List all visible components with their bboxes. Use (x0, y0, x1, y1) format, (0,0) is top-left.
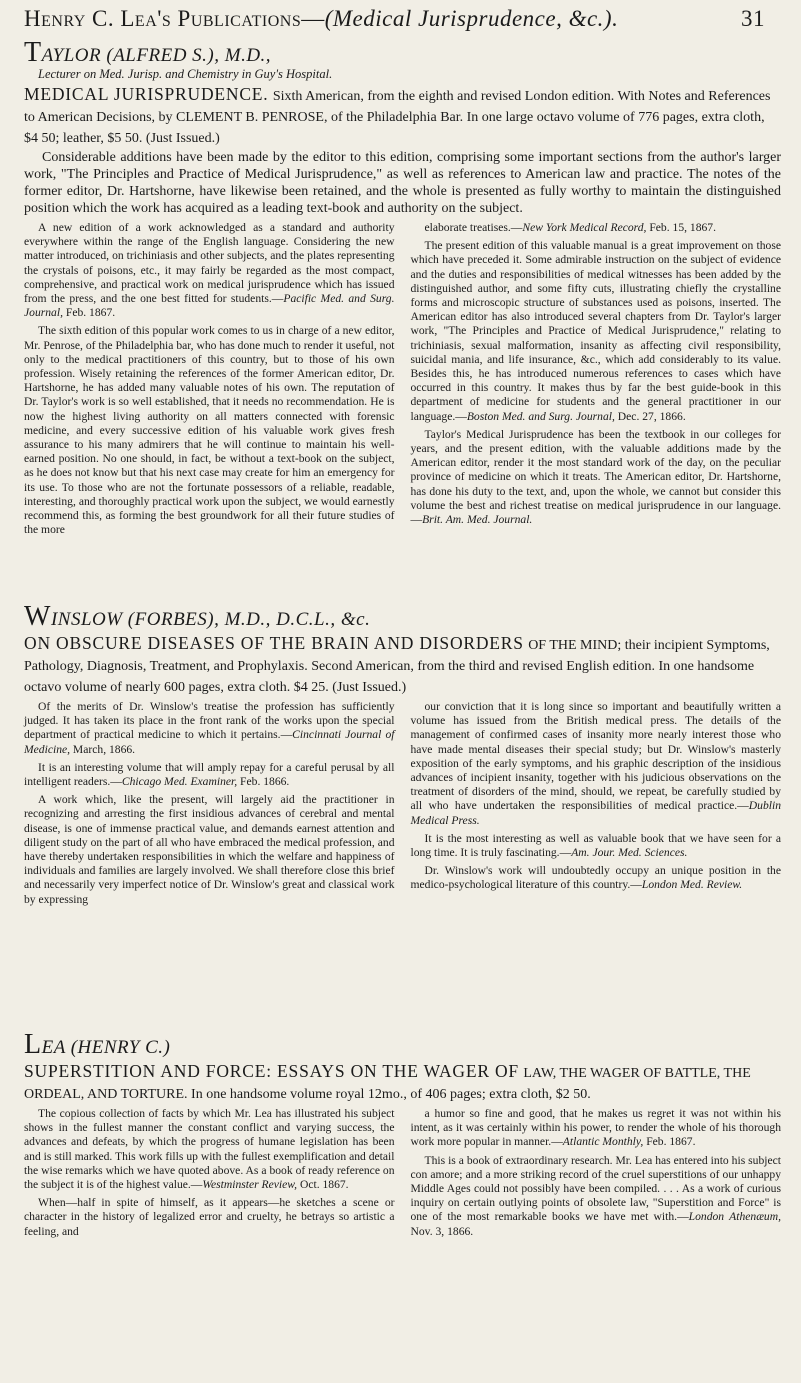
running-head-publisher: Henry C. Lea's Publications— (24, 6, 325, 31)
review-source: Westminster Review, (202, 1178, 298, 1192)
review-quote (411, 221, 782, 235)
review-date: Feb. 15, 1867. (646, 221, 716, 234)
book-title: SUPERSTITION AND FORCE: ESSAYS ON THE WAGER OF (24, 1061, 519, 1081)
author-initial: W (24, 601, 51, 632)
entry-title-line (24, 1061, 781, 1103)
review-text: The sixth edition of this popular work comes to us in charge of a new editor, Mr. Penrose, of the Philadelphia bar, who has done much to render it useful, not only to the medical practitioners of this country, but to those of his own profession. Wisely retaining the references of the former American editor, Dr. Hartshorne, he has added many valuable notes of his own. The reputation of Dr. Taylor's work is so well established, that it needs no recommendation. He is now the highest living authority on all matters connected with forensic medicine, and every successive edition of his valuable work gives fresh assurance to his many admirers that he will continue to maintain his well-earned position. No one should, in fact, be without a text-book on the subject, as he does not know but that his next case may create for him an emergency for its use. To those who are not the fortunate possessors of a reliable, readable, interesting, and thoroughly practical work upon the subject, we would earnestly recommend this, as forming the best groundwork for all their future studies of the more (24, 324, 395, 537)
review-column-right (411, 1107, 782, 1243)
entry-lead: Considerable additions have been made by the editor to this edition, comprising some important sections from the author's larger work, "The Principles and Practice of Medical Jurisprudence," as well as references to American law and practice. The notes of the former editor, Dr. Hartshorne, have likewise been retained, and the whole is presented as fully worthy to maintain the distinguished position which the work has acquired as a leading text-book and authority on the subject. (24, 150, 781, 216)
review-source: Brit. Am. Med. Journal. (422, 513, 533, 527)
review-date: Feb. 1867. (643, 1135, 696, 1149)
entry-taylor (24, 37, 781, 541)
review-text: Taylor's Medical Jurisprudence has been the textbook in our colleges for years, and the present edition, with the valuable additions made by the American editor, render it the most standard work of the day, on the peculiar province of medicine on which it treats. The American editor, Dr. Hartshorne, has done his duty to the text, and, upon the whole, we cannot but consider this volume the best and richest treatise on medical jurisprudence in our language.— (410, 427, 781, 527)
review-source: London Med. Review. (641, 878, 743, 892)
review-quote (411, 864, 782, 892)
review-source: Dublin Medical Press. (410, 799, 781, 827)
review-source: New York Medical Record, (522, 221, 647, 234)
entry-author (24, 601, 781, 632)
review-quote (24, 1196, 395, 1239)
review-date: Dec. 27, 1866. (614, 409, 686, 423)
page-number: 31 (741, 6, 765, 31)
book-description: Sixth American, from the eighth and revised London edition. With Notes and References to American Decisions, by CLEMENT B. PENROSE, of the Philadelphia Bar. In one large octavo volume of 776 pages, extra cloth, $4 50; leather, $5 50. (Just Issued.) (24, 89, 771, 146)
review-columns (24, 700, 781, 911)
entry-winslow (24, 601, 781, 911)
book-title: MEDICAL JURISPRUDENCE. (24, 84, 269, 104)
running-head-subject: (Medical Jurisprudence, &c.). (324, 6, 619, 31)
review-columns (24, 1107, 781, 1243)
review-quote (24, 324, 395, 537)
author-initial: L (24, 1029, 42, 1060)
book-description: OF THE MIND; their incipient Symptoms, Pathology, Diagnosis, Treatment, and Prophylaxis. Second American, from the third and revised English edition. In one handsome octavo volume of nearly 600 pages, extra cloth. $4 25. (Just Issued.) (24, 638, 770, 695)
review-column-right (411, 221, 782, 541)
review-source: Am. Jour. Med. Sciences. (571, 846, 688, 860)
review-column-left (24, 1107, 395, 1243)
review-text: When—half in spite of himself, as it appears—he sketches a scene or character in the history of legalized error and cruelty, he betrays so artistic a feeling, and (24, 1196, 395, 1238)
entry-title-line (24, 84, 781, 147)
review-date: Nov. 3, 1866. (410, 1224, 474, 1238)
review-text: elaborate treatises.— (424, 221, 523, 234)
review-date: March, 1866. (70, 742, 136, 756)
review-quote (24, 700, 395, 757)
review-column-right (411, 700, 782, 911)
entry-author (24, 1029, 781, 1060)
review-text: Dr. Winslow's work will undoubtedly occupy an unique position in the medico-psychological literature of this country.— (410, 864, 781, 892)
entry-byline: Lecturer on Med. Jurisp. and Chemistry in Guy's Hospital. (38, 67, 333, 81)
review-source: Atlantic Monthly, (562, 1135, 644, 1149)
review-date: Feb. 1866. (237, 775, 290, 789)
review-text: It is an interesting volume that will amply repay for a careful perusal by all intelligent readers.— (24, 760, 395, 789)
entry-lea (24, 1029, 781, 1243)
review-text: A work which, like the present, will largely aid the practitioner in recognizing and arresting the first insidious advances of cerebral and mental disease, is one of immense practical value, and demands earnest attention and diligent study on the part of all who have embraced the medical profession, and have thereby undertaken responsibilities in which the welfare and happiness of individuals and families are largely involved. We shall therefore close this brief and necessarily very imperfect notice of Dr. Winslow's great and classical work by expressing (24, 793, 395, 906)
review-quote (411, 700, 782, 828)
entry-author (24, 37, 781, 68)
author-name: INSLOW (FORBES), M.D., D.C.L., &c. (50, 609, 371, 630)
book-description: LAW, THE WAGER OF BATTLE, THE ORDEAL, AND TORTURE. In one handsome volume royal 12mo., of 406 pages; extra cloth, $2 50. (24, 1066, 751, 1102)
author-name: AYLOR (ALFRED S.), M.D., (41, 45, 272, 66)
author-name: EA (HENRY C.) (41, 1037, 171, 1058)
review-text: a humor so fine and good, that he makes us regret it was not within his intent, as it was certainly within his power, to render the whole of his thorough work more popular in manner.— (410, 1107, 781, 1149)
running-head-title (24, 6, 618, 32)
review-columns (24, 221, 781, 541)
running-head (0, 6, 801, 36)
review-text: The present edition of this valuable manual is a great improvement on those which have preceded it. Some admirable instruction on the subject of evidence and the duties and responsibilities of medical witnesses has been added by the distinguished author, and some fifty cuts, illustrating chiefly the crystalline forms and microscopic structure of substances used as poisons, inserted. The American editor has also introduced several chapters from Dr. Taylor's larger work, "The Principles and Practice of Medical Jurisprudence," relating to trichiniasis, sexual malformation, insanity as affecting civil responsibility, suicidal mania, and life insurance, &c., which add considerably to its value. Besides this, he has introduced numerous references to cases which have occurred in this country. It makes thus by far the best guide-book in this department of medicine for students and the general practitioner in our language.— (410, 239, 781, 423)
review-date: Oct. 1867. (297, 1178, 349, 1192)
review-source: London Athenæum, (688, 1210, 781, 1224)
review-quote (24, 1107, 395, 1192)
review-source: Chicago Med. Examiner, (121, 775, 238, 789)
review-source: Boston Med. and Surg. Journal, (466, 409, 615, 423)
review-quote (24, 793, 395, 907)
review-quote (411, 428, 782, 527)
book-title: ON OBSCURE DISEASES OF THE BRAIN AND DISORDERS (24, 633, 524, 653)
author-initial: T (24, 37, 42, 68)
review-quote (411, 239, 782, 424)
review-date: Feb. 1867. (62, 306, 116, 320)
review-quote (411, 832, 782, 860)
entry-title-line (24, 633, 781, 696)
review-column-left (24, 221, 395, 541)
review-text: Of the merits of Dr. Winslow's treatise the profession has sufficiently judged. It has taken its place in the front rank of the works upon the special department of practical medicine to which it pertains.— (24, 700, 395, 742)
review-text: This is a book of extraordinary research. Mr. Lea has entered into his subject con amore; and a more striking record of the cruel superstitions of our unhappy Middle Ages could not possibly have been compiled. . . . As a work of curious inquiry on certain outlying points of obsolete law, "Superstition and Force" is one of the most remarkable books we have met with.— (410, 1153, 781, 1224)
review-source: Cincinnati Journal of Medicine, (24, 728, 395, 756)
review-text: The copious collection of facts by which Mr. Lea has illustrated his subject shows in the fullest manner the constant conflict and varying success, the advances and defeats, by which the progress of humane legislation has been and is still marked. This work fills up with the fullest exemplification and detail the wise remarks which we have quoted above. As a book of ready reference on the subject it is of the highest value.— (24, 1107, 395, 1192)
review-column-left (24, 700, 395, 911)
review-quote (411, 1154, 782, 1239)
review-quote (411, 1107, 782, 1150)
review-source: Pacific Med. and Surg. Journal, (24, 292, 395, 320)
review-text: It is the most interesting as well as valuable book that we have seen for a long time. It is truly fascinating.— (410, 831, 781, 860)
review-text: our conviction that it is long since so important and beautifully written a volume has issued from the British medical press. The details of the management of confirmed cases of insanity more nearly interest those who have made mental diseases their special study; but Dr. Winslow's masterly exposition of the early symptoms, and his graphic description of the insidious advances of incipient insanity, together with his judicious observations on the treatment of disorders of the mind, should, we repeat, be carefully studied by all who have undertaken the responsibilities of medical practice.— (410, 700, 781, 813)
review-text: A new edition of a work acknowledged as a standard and authority everywhere within the range of the English language. Considering the new matter introduced, on trichiniasis and other subjects, and the plates representing the crystals of poisons, etc., it may fairly be regarded as the most compact, comprehensive, and practical work on medical jurisprudence which has issued from the press, and the one best fitted for students.— (24, 221, 395, 306)
review-quote (24, 761, 395, 789)
review-quote (24, 221, 395, 320)
